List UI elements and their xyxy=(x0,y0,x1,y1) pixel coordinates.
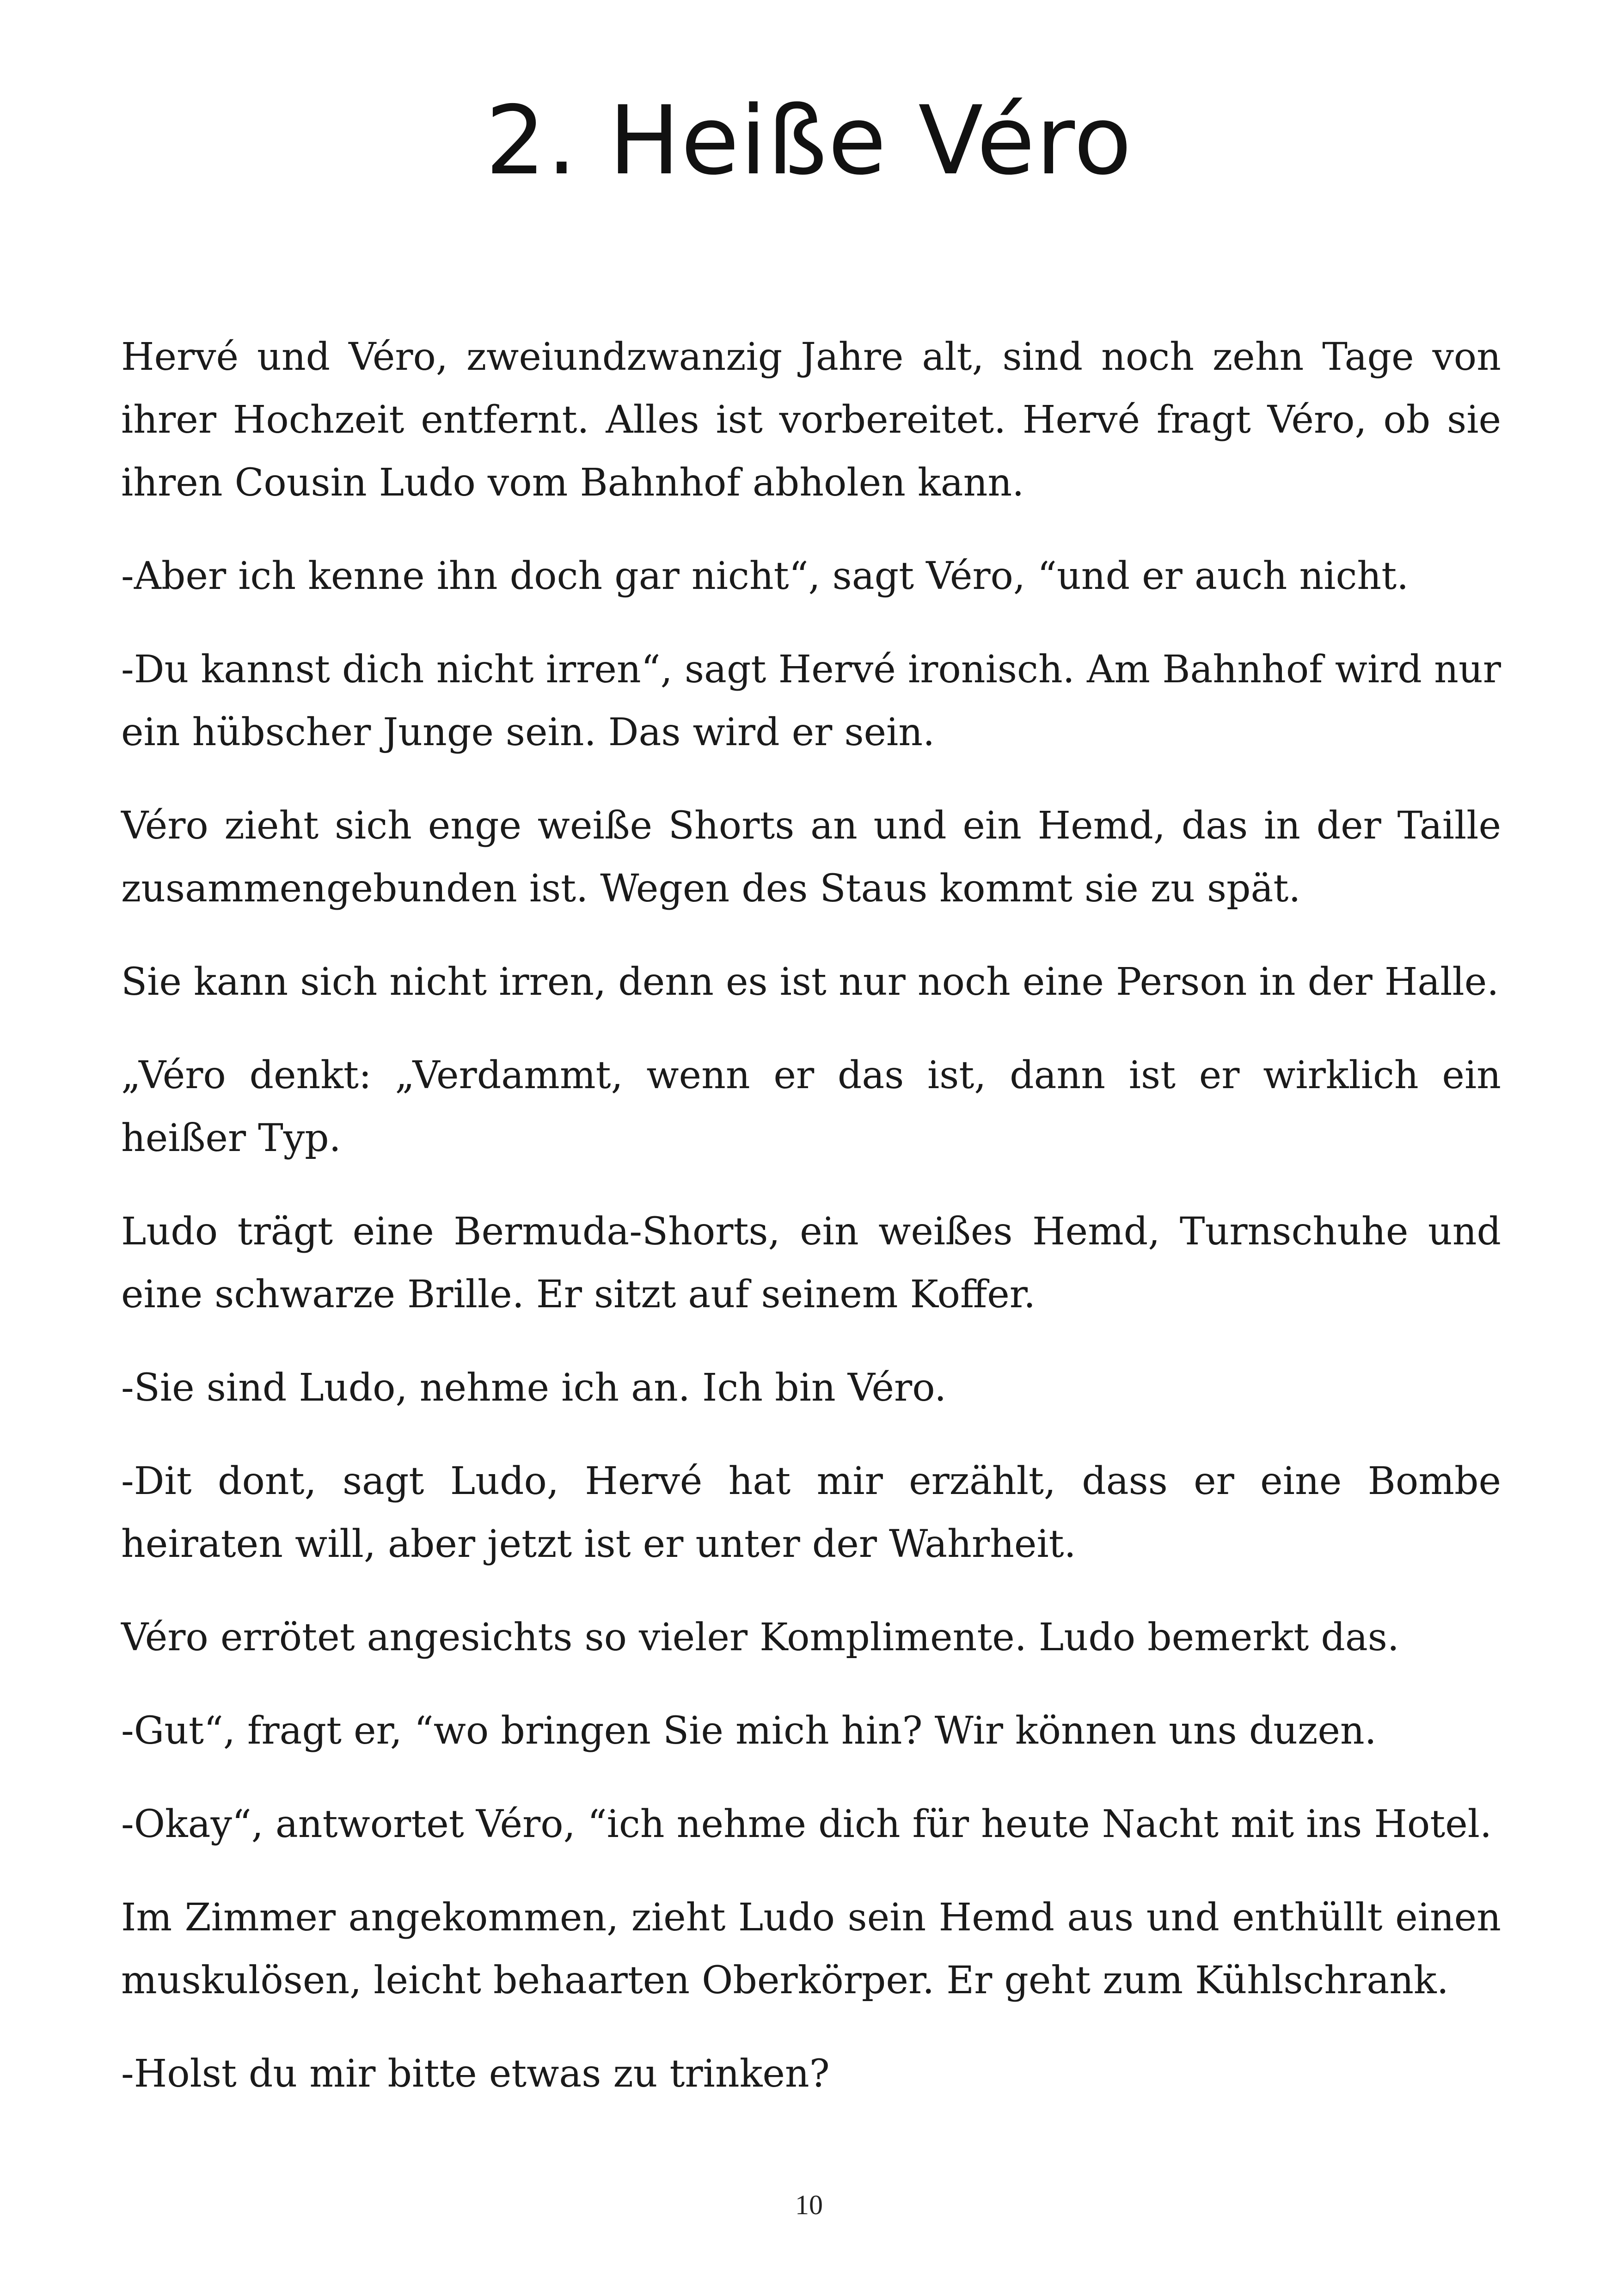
paragraph: -Aber ich kenne ihn doch gar nicht“, sagt Véro, “und er auch nicht. xyxy=(121,554,1409,598)
paragraph: -Okay“, antwortet Véro, “ich nehme dich für heute Nacht mit ins Hotel. xyxy=(121,1802,1492,1846)
chapter-body xyxy=(121,326,1501,2136)
page-number: 10 xyxy=(795,2190,823,2220)
paragraph: Sie kann sich nicht irren, denn es ist nur noch eine Person in der Halle. xyxy=(121,960,1499,1004)
paragraph: -Gut“, fragt er, “wo bringen Sie mich hin? Wir können uns duzen. xyxy=(121,1709,1377,1753)
paragraph: -Holst du mir bitte etwas zu trinken? xyxy=(121,2052,830,2096)
paragraph: Ludo trägt eine Bermuda-Shorts, ein weißes Hemd, Turnschuhe und eine schwarze Brille. Er sitzt auf seinem Koffer. xyxy=(121,1210,1501,1316)
paragraph: Hervé und Véro, zweiundzwanzig Jahre alt, sind noch zehn Tage von ihrer Hochzeit entfernt. Alles ist vorbereitet. Hervé fragt Véro, ob sie ihren Cousin Ludo vom Bahnhof abholen kann. xyxy=(121,335,1501,505)
paragraph: Véro zieht sich enge weiße Shorts an und ein Hemd, das in der Taille zusammengebunden ist. Wegen des Staus kommt sie zu spät. xyxy=(121,804,1501,911)
paragraph: -Dit dont, sagt Ludo, Hervé hat mir erzählt, dass er eine Bombe heiraten will, aber jetzt ist er unter der Wahrheit. xyxy=(121,1459,1501,1566)
paragraph: Véro errötet angesichts so vieler Komplimente. Ludo bemerkt das. xyxy=(121,1616,1399,1659)
chapter-title: 2. Heiße Véro xyxy=(485,86,1133,196)
paragraph: -Sie sind Ludo, nehme ich an. Ich bin Véro. xyxy=(121,1366,947,1410)
paragraph: „Véro denkt: „Verdammt, wenn er das ist, dann ist er wirklich ein heißer Typ. xyxy=(121,1053,1501,1160)
paragraph: -Du kannst dich nicht irren“, sagt Hervé ironisch. Am Bahnhof wird nur ein hübscher Junge sein. Das wird er sein. xyxy=(121,648,1501,754)
paragraph: Im Zimmer angekommen, zieht Ludo sein Hemd aus und enthüllt einen muskulösen, leicht behaarten Oberkörper. Er geht zum Kühlschrank. xyxy=(121,1896,1501,2002)
